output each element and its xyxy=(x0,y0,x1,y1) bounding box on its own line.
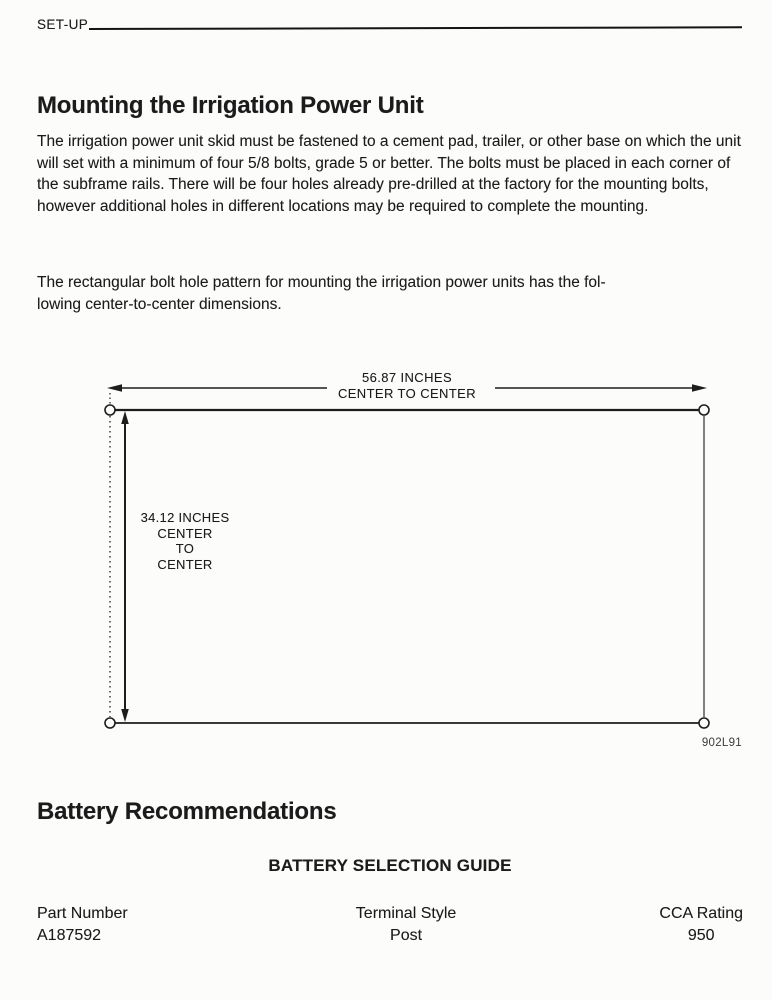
battery-col-value: 950 xyxy=(687,927,715,944)
page-header-label: SET-UP xyxy=(37,17,89,32)
mounting-paragraph-2-line-1: The rectangular bolt hole pattern for mounting the irrigation power units has the fol- xyxy=(37,274,606,291)
width-dimension-value: 56.87 INCHES xyxy=(361,370,453,385)
height-dimension-caption-3: CENTER xyxy=(157,556,213,572)
battery-selection-table xyxy=(37,903,743,947)
section-title-battery: Battery Recommendations xyxy=(37,798,337,825)
mounting-paragraph-1: The irrigation power unit skid must be fastened to a cement pad, trailer, or other base on which the unit will set with a minimum of four 5/8 bolts, grade 5 or better. The bolts must be placed in each corner of the subframe rails. There will be four holes already pre-drilled at the factory for the mounting bolts, however additional holes in different locations may be required to complete the mounting. xyxy=(37,133,741,216)
battery-col-value: A187592 xyxy=(37,927,102,944)
battery-col-header: Terminal Style xyxy=(355,905,457,922)
diagram-drawing xyxy=(0,360,772,760)
section-title-mounting: Mounting the Irrigation Power Unit xyxy=(37,92,424,119)
mounting-paragraph-2 xyxy=(37,272,745,315)
bolt-hole-bottom-left-icon xyxy=(105,718,115,728)
height-dimension-label xyxy=(133,510,237,572)
bolt-hole-top-left-icon xyxy=(105,405,115,415)
battery-col-value: Post xyxy=(390,927,423,944)
height-dim-arrow-down-icon xyxy=(121,709,129,722)
bolt-hole-pattern-diagram xyxy=(0,360,772,760)
page-header xyxy=(37,17,742,32)
battery-col-cca-rating xyxy=(659,903,743,947)
battery-table-title: BATTERY SELECTION GUIDE xyxy=(268,856,512,875)
battery-col-inner xyxy=(659,903,743,947)
width-dimension-caption: CENTER TO CENTER xyxy=(337,385,477,401)
battery-col-header: Part Number xyxy=(37,905,128,922)
page-header-rule xyxy=(89,26,742,30)
bolt-hole-bottom-right-icon xyxy=(699,718,709,728)
height-dimension-value: 34.12 INCHES xyxy=(140,510,230,525)
width-dimension-label xyxy=(110,370,704,401)
battery-col-part-number xyxy=(37,903,262,947)
figure-number: 902L91 xyxy=(701,737,742,749)
height-dimension-caption-2: TO xyxy=(175,541,195,556)
height-dim-arrow-up-icon xyxy=(121,411,129,424)
height-dimension-caption-1: CENTER xyxy=(157,525,213,541)
mounting-paragraph-2-line-2: lowing center-to-center dimensions. xyxy=(37,295,282,313)
battery-col-header: CCA Rating xyxy=(659,905,743,922)
bolt-hole-top-right-icon xyxy=(699,405,709,415)
battery-col-terminal-style xyxy=(262,903,551,947)
